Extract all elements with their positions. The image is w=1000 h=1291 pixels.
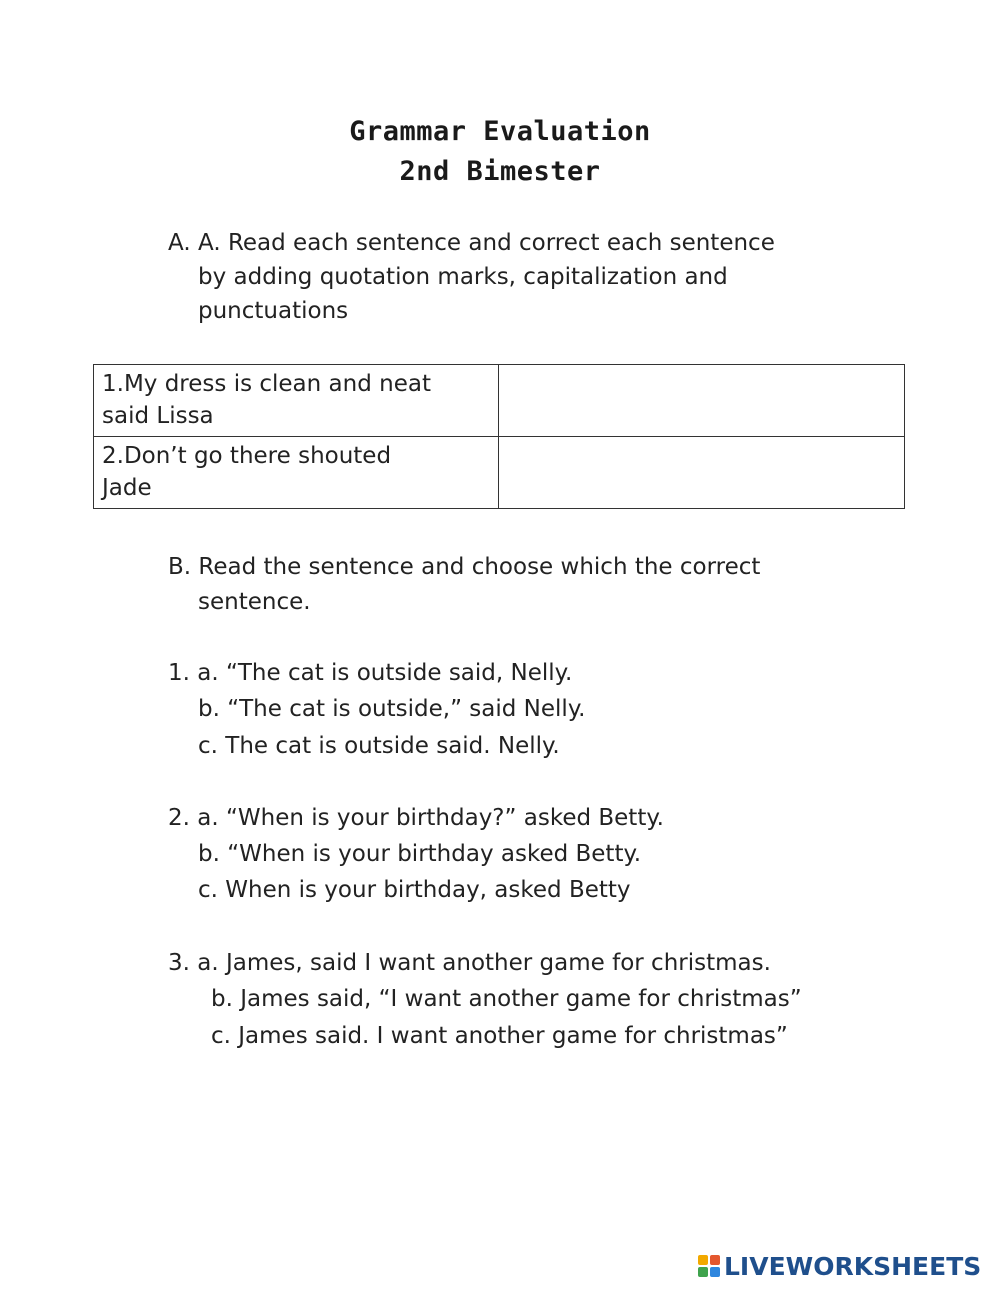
liveworksheets-logo[interactable] xyxy=(698,1246,981,1286)
instruction-line: punctuations xyxy=(198,298,349,324)
logo-blocks-icon xyxy=(698,1255,720,1277)
choice-option[interactable]: b. “The cat is outside,” said Nelly. xyxy=(198,696,586,722)
page-title: Grammar Evaluation xyxy=(349,116,651,147)
choice-option[interactable]: b. James said, “I want another game for christmas” xyxy=(211,986,802,1012)
sentence-line: 2.Don’t go there shouted xyxy=(102,443,392,469)
instruction-line: A. Read each sentence and correct each sentence xyxy=(198,230,775,256)
sentence-line: 1.My dress is clean and neat xyxy=(102,371,431,397)
section-b-instruction: sentence. xyxy=(198,589,311,615)
choice-option[interactable]: c. The cat is outside said. Nelly. xyxy=(198,733,560,759)
choice-option[interactable]: 1. a. “The cat is outside said, Nelly. xyxy=(168,660,573,686)
correction-table xyxy=(93,364,905,509)
sentence-line: said Lissa xyxy=(102,403,214,429)
choice-option[interactable]: 3. a. James, said I want another game for christmas. xyxy=(168,950,771,976)
choice-option[interactable]: c. When is your birthday, asked Betty xyxy=(198,877,631,903)
table-row xyxy=(94,437,905,509)
sentence-cell xyxy=(94,365,499,437)
logo-text: LIVEWORKSHEETS xyxy=(724,1251,982,1281)
sentence-line: Jade xyxy=(102,475,152,501)
sentence-cell xyxy=(94,437,499,509)
list-marker: A. xyxy=(168,230,191,256)
choice-option[interactable]: 2. a. “When is your birthday?” asked Betty. xyxy=(168,805,664,831)
answer-cell[interactable] xyxy=(499,437,905,509)
answer-cell[interactable] xyxy=(499,365,905,437)
choice-option[interactable]: b. “When is your birthday asked Betty. xyxy=(198,841,642,867)
section-b-instruction: B. Read the sentence and choose which the correct xyxy=(168,554,761,580)
instruction-line: by adding quotation marks, capitalization and xyxy=(198,264,728,290)
page-subtitle: 2nd Bimester xyxy=(399,156,601,187)
table-row xyxy=(94,365,905,437)
choice-option[interactable]: c. James said. I want another game for christmas” xyxy=(211,1023,788,1049)
